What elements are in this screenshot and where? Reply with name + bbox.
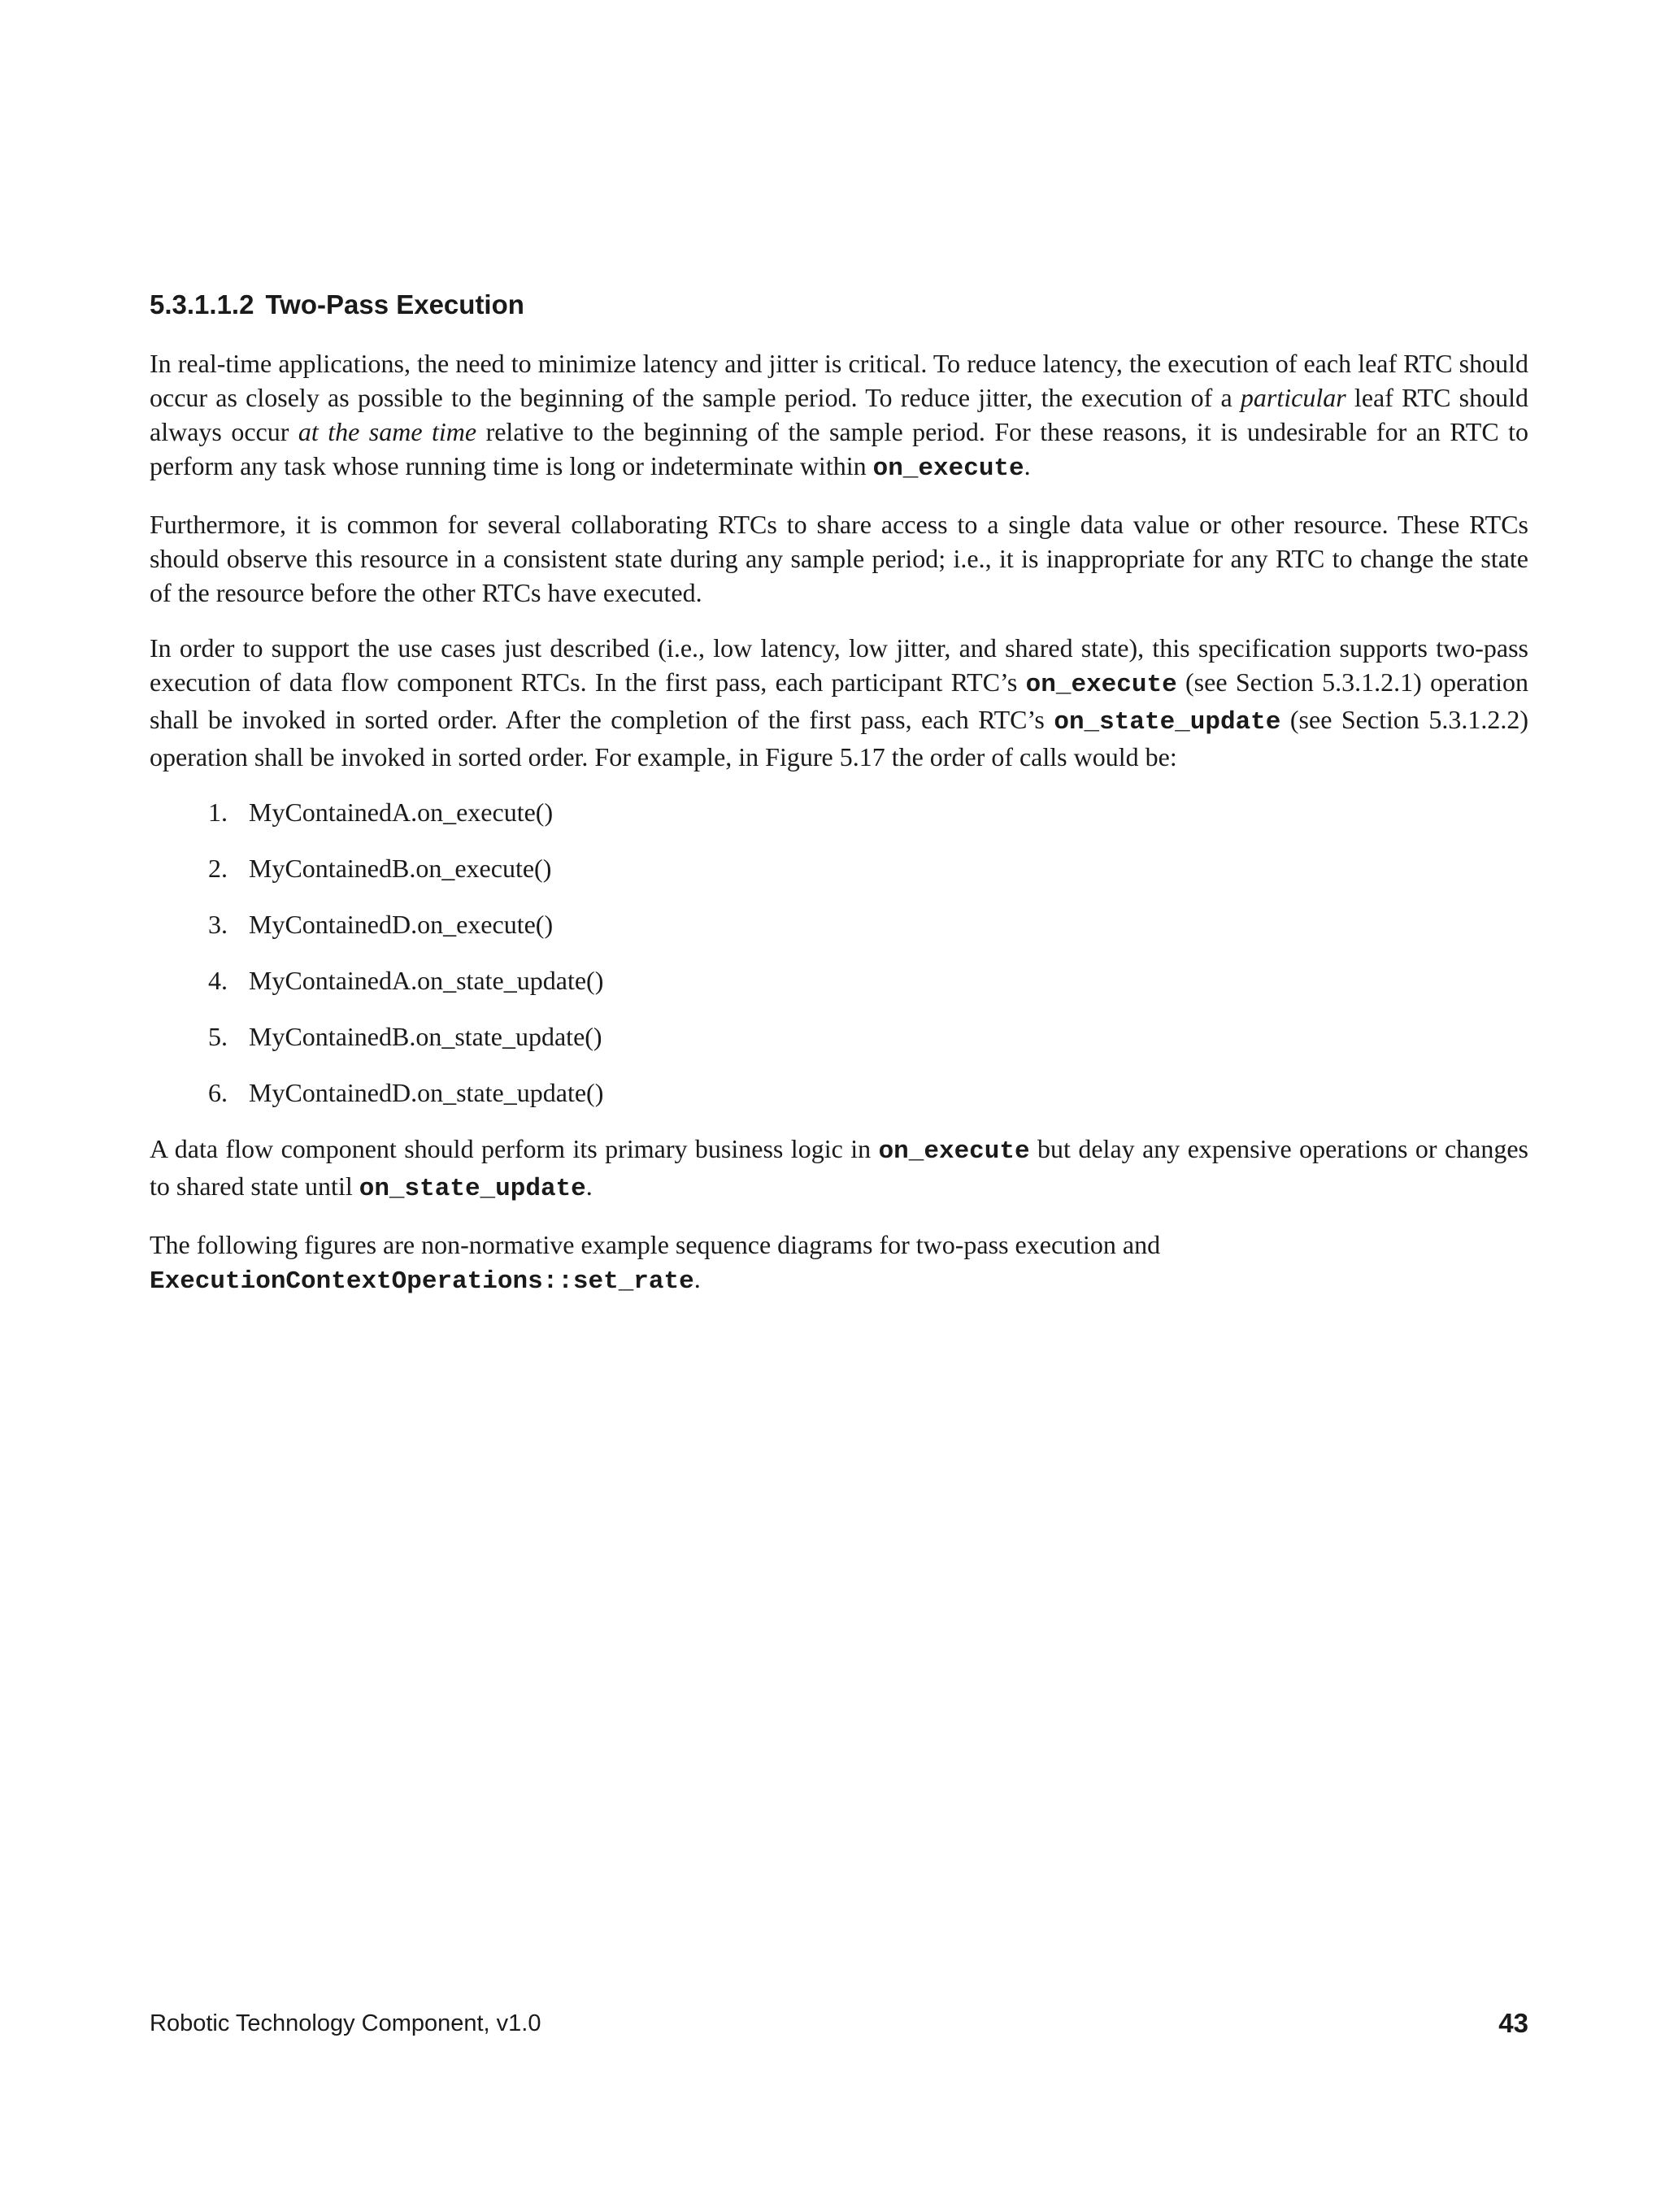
- section-title: Two-Pass Execution: [265, 289, 524, 319]
- code-on-state-update: on_state_update: [1054, 708, 1281, 737]
- page-footer: [150, 2005, 1528, 2042]
- footer-page-number: 43: [1498, 2008, 1528, 2038]
- list-item-text: MyContainedA.on_execute(): [249, 797, 554, 827]
- list-item-text: MyContainedD.on_execute(): [249, 910, 554, 939]
- section-number: 5.3.1.1.2: [150, 289, 254, 319]
- code-on-state-update: on_state_update: [359, 1175, 586, 1203]
- call-order-list: [150, 795, 1528, 1110]
- text-run: A data flow component should perform its primary business logic in: [150, 1134, 879, 1163]
- code-set-rate: ExecutionContextOperations::set_rate: [150, 1267, 694, 1296]
- list-item-number: 2.: [208, 854, 228, 883]
- list-item: [150, 1019, 1528, 1054]
- text-run: (see Section 5.3.1.2.2) operation shall be invoked in sorted order. For example, in Figure 5.17 the order of calls would be:: [150, 705, 1529, 771]
- text-run: .: [1024, 451, 1031, 480]
- text-run: In order to support the use cases just described (i.e., low latency, low jitter, and shared state), this specification supports two-pass execution of data flow component RTCs. In the first pass, each participant RTC’s: [150, 633, 1528, 697]
- code-on-execute: on_execute: [878, 1137, 1030, 1166]
- paragraph-two-pass-support: [150, 631, 1528, 774]
- list-item-number: 1.: [208, 797, 228, 827]
- code-on-execute: on_execute: [872, 454, 1024, 483]
- list-item: [150, 1076, 1528, 1110]
- list-item-text: MyContainedB.on_state_update(): [249, 1022, 602, 1051]
- list-item-number: 4.: [208, 966, 228, 995]
- emphasis-particular: particular: [1240, 383, 1346, 412]
- emphasis-same-time: at the same time: [298, 417, 477, 446]
- list-item-number: 5.: [208, 1022, 228, 1051]
- text-run: leaf RTC should always occur: [150, 383, 1529, 446]
- paragraph-business-logic: [150, 1132, 1528, 1206]
- text-run: .: [585, 1171, 593, 1201]
- code-on-execute: on_execute: [1025, 671, 1177, 699]
- list-item: [150, 907, 1528, 941]
- text-run: relative to the beginning of the sample period. For these reasons, it is undesirable for an RTC to perform any task whose running time is long or indeterminate within: [150, 417, 1529, 480]
- list-item-number: 6.: [208, 1078, 228, 1107]
- text-run: The following figures are non-normative example sequence diagrams for two-pass execution and: [150, 1230, 1161, 1259]
- list-item-text: MyContainedD.on_state_update(): [249, 1078, 604, 1107]
- page-content: [150, 286, 1528, 1320]
- text-run: but delay any expensive operations or changes to shared state until: [150, 1134, 1529, 1201]
- list-item-text: MyContainedA.on_state_update(): [249, 966, 604, 995]
- text-run: .: [693, 1264, 701, 1293]
- paragraph-latency-jitter: [150, 346, 1528, 486]
- list-item: [150, 963, 1528, 997]
- paragraph-following-figures: [150, 1228, 1528, 1299]
- list-item-number: 3.: [208, 910, 228, 939]
- text-run: In real-time applications, the need to minimize latency and jitter is critical. To reduce latency, the execution of each leaf RTC should occur as closely as possible to the beginning of the sample period. To reduce jitter, the execution of a: [150, 349, 1528, 412]
- list-item-text: MyContainedB.on_execute(): [249, 854, 552, 883]
- list-item: [150, 851, 1528, 885]
- footer-document-title: Robotic Technology Component, v1.0: [150, 2010, 541, 2036]
- list-item: [150, 795, 1528, 829]
- paragraph-shared-resource: Furthermore, it is common for several collaborating RTCs to share access to a single data value or other resource. These RTCs should observe this resource in a consistent state during any sample period; i.e., it is inappropriate for any RTC to change the state of the resource before the other RTCs have executed.: [150, 510, 1528, 607]
- text-run: (see Section 5.3.1.2.1) operation shall be invoked in sorted order. After the completion of the first pass, each RTC’s: [150, 667, 1529, 734]
- section-heading: [150, 286, 1528, 324]
